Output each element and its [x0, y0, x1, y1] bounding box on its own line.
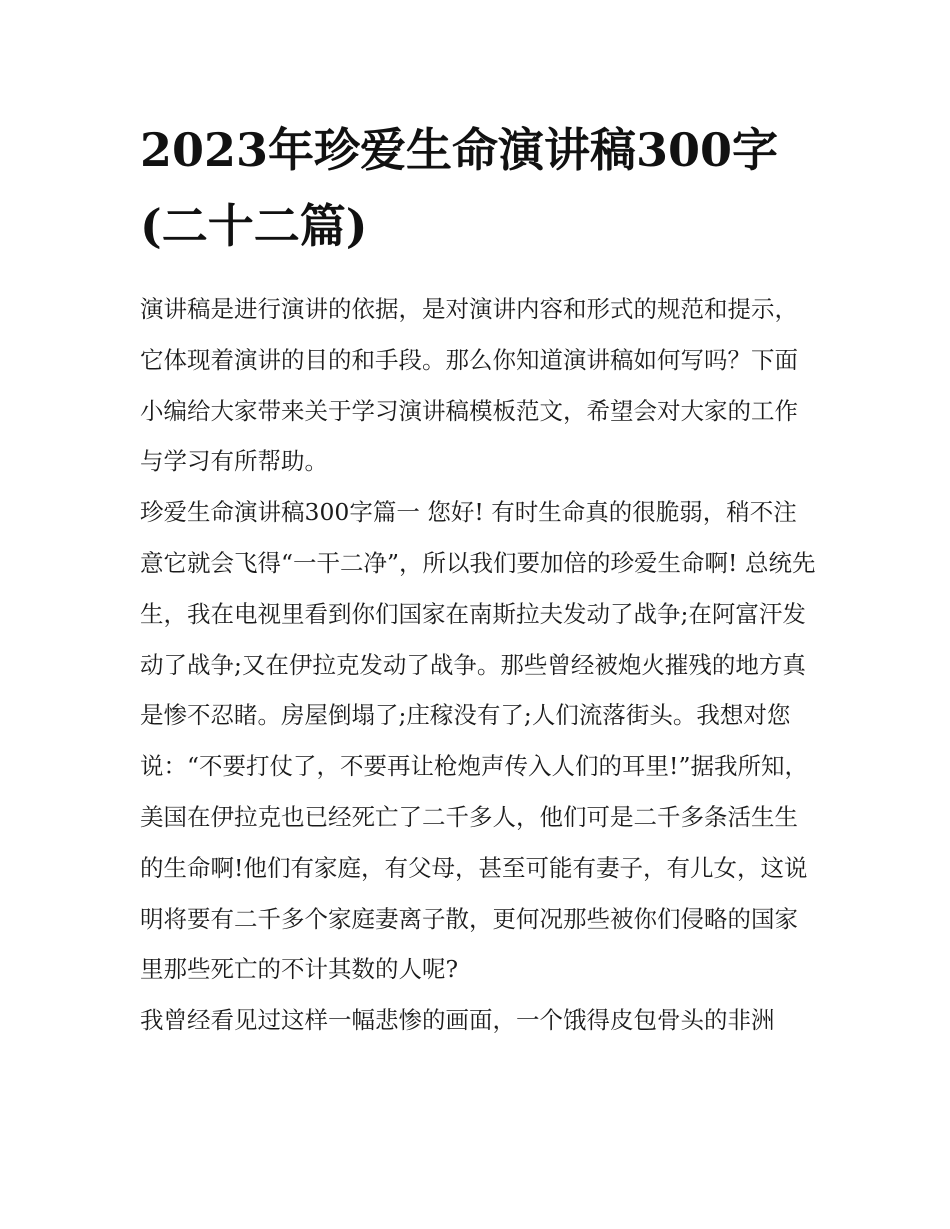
body-paragraph-2: 我曾经看见过这样一幅悲惨的画面，一个饿得皮包骨头的非洲 [140, 1006, 775, 1035]
document-title: 2023年珍爱生命演讲稿300字(二十二篇) [140, 123, 779, 253]
body-paragraph-1: 珍爱生命演讲稿300字篇一 您好! 有时生命真的很脆弱，稍不注意它就会飞得“一干二净”，所以我们要加倍的珍爱生命啊! 总统先生，我在电视里看到你们国家在南斯拉夫发动了战争;在阿富汗发动了战争;又在伊拉克发动了战争。那些曾经被炮火摧残的地方真是惨不忍睹。房屋倒塌了;庄稼没有了;人们流落街头。我想对您说：“不要打仗了，不要再让枪炮声传入人们的耳里!”据我所知，美国在伊拉克也已经死亡了二千多人，他们可是二千多条活生生的生命啊!他们有家庭，有父母，甚至可能有妻子，有儿女，这说明将要有二千多个家庭妻离子散，更何况那些被你们侵略的国家里那些死亡的不计其数的人呢? [140, 498, 816, 984]
intro-paragraph: 演讲稿是进行演讲的依据，是对演讲内容和形式的规范和提示，它体现着演讲的目的和手段。那么你知道演讲稿如何写吗？下面小编给大家带来关于学习演讲稿模板范文，希望会对大家的工作与学习有所帮助。 [140, 295, 798, 476]
